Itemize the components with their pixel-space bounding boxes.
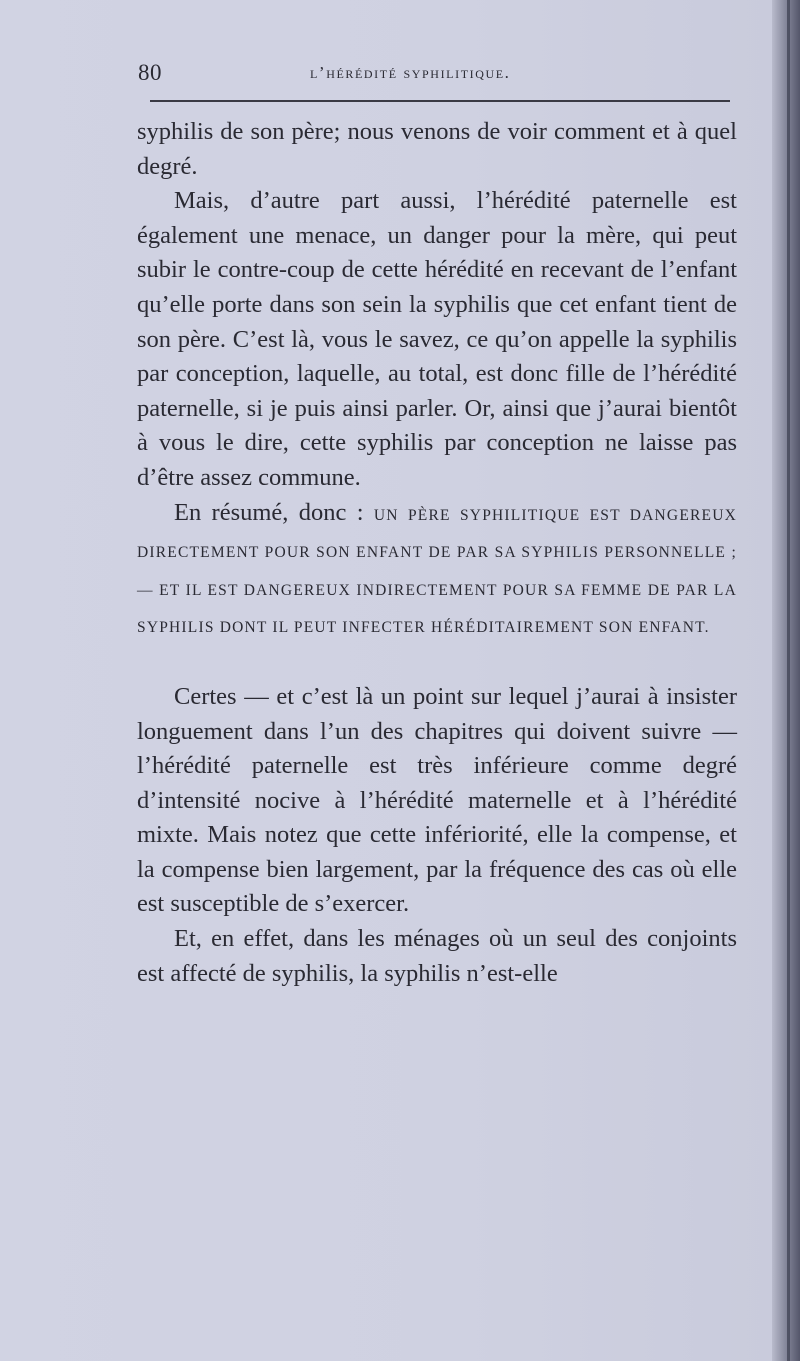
body-text — [137, 115, 737, 991]
paragraph-continuation: syphilis de son père; nous venons de voir comment et à quel degré. — [137, 118, 737, 180]
paragraph-resume — [137, 496, 737, 646]
paragraph-heredite-paternelle: Mais, d’autre part aussi, l’hérédité paternelle est également une menace, un danger pour la mère, qui peut subir le contre-coup de cette hérédité en recevant de l’enfant qu’elle porte dans son sein la syphilis que cet enfant tient de son père. C’est là, vous le savez, ce qu’on appelle la syphilis par conception, laquelle, au total, est donc fille de l’hérédité paternelle, si je puis ainsi parler. Or, ainsi que j’aurai bientôt à vous le dire, cette syphilis par conception ne laisse pas d’être assez commune. — [137, 187, 737, 491]
page-header — [138, 60, 738, 90]
paragraph-gap — [137, 646, 737, 680]
paragraph-menages: Et, en effet, dans les ménages où un seul des conjoints est affecté de syphilis, la syphilis n’est-elle — [137, 925, 737, 987]
page-number: 80 — [138, 60, 162, 85]
header-rule — [150, 100, 730, 102]
page-edge — [772, 0, 800, 1361]
binding-edge-line — [787, 0, 790, 1361]
paragraph-certes: Certes — et c’est là un point sur lequel j’aurai à insister longuement dans l’un des chapitres qui doivent suivre — l’hérédité paternelle est très inférieure comme degré d’intensité nocive à l’hérédité maternelle et à l’hérédité mixte. Mais notez que cette infériorité, elle la compense, et la compense bien largement, par la fréquence des cas où elle est susceptible de s’exercer. — [137, 682, 737, 918]
running-head: l’hérédité syphilitique. — [310, 63, 511, 82]
resume-lead: En résumé, donc : — [174, 498, 374, 526]
resume-emphasis: UN PÈRE SYPHILITIQUE EST DANGEREUX DIRECTEMENT POUR SON ENFANT DE PAR SA SYPHILIS PERSONNELLE ; — ET IL EST DANGEREUX INDIRECTEMENT POUR SA FEMME DE PAR LA SYPHILIS DONT IL PEUT INFECTER HÉRÉDITAIREMENT SON ENFANT. — [137, 506, 737, 637]
